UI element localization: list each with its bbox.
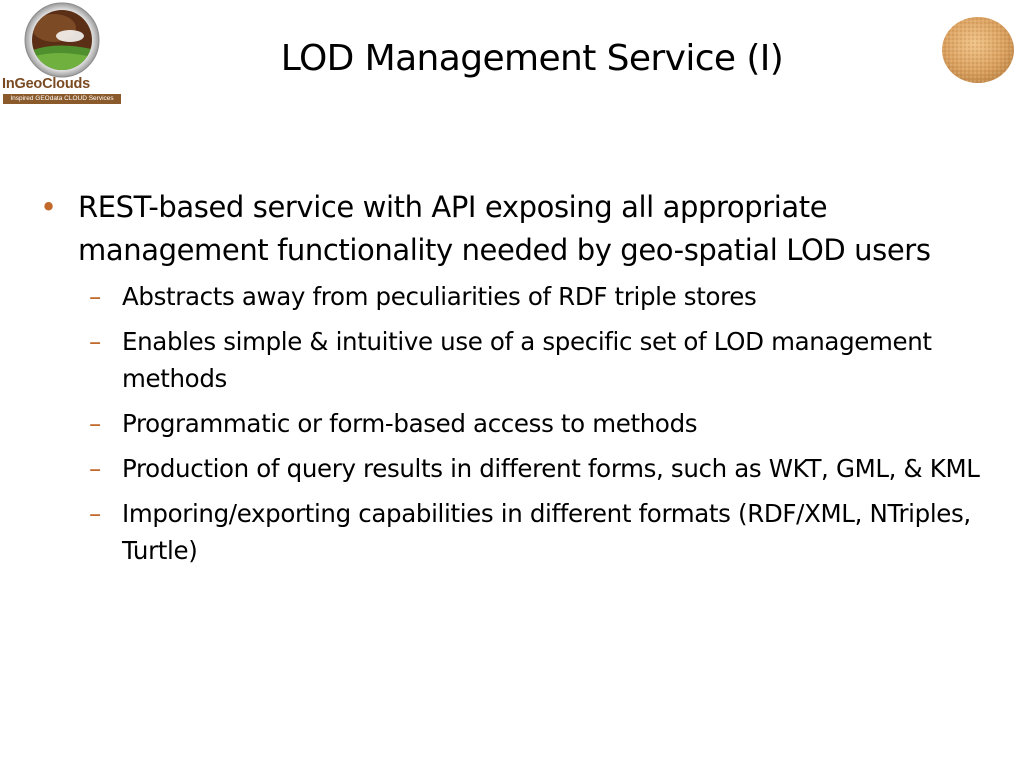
dash-marker: – [89,327,101,356]
dash-marker: – [89,454,101,483]
sub-bullet-item [89,495,980,569]
dash-marker: – [89,409,101,438]
sub-bullet-text: Imporing/exporting capabilities in different formats (RDF/XML, NTriples, Turtle) [122,499,971,565]
bullet-text: REST-based service with API exposing all appropriate management functionality needed by geo-spatial LOD users [78,190,931,267]
sub-bullet-text: Abstracts away from peculiarities of RDF triple stores [122,282,757,311]
logo-tagline: Inspired GEOdata CLOUD Services [3,94,121,104]
sub-bullet-item [89,323,980,397]
slide-title: LOD Management Service (I) [280,38,784,79]
globe-icon [24,2,100,78]
sub-bullet-item [89,405,980,442]
sub-bullet-text: Enables simple & intuitive use of a specific set of LOD management methods [122,327,932,393]
sub-bullet-item [89,278,980,315]
bullet-item [40,186,980,272]
ingeoclouds-logo [0,0,128,110]
dash-marker: – [89,499,101,528]
sub-bullet-list [89,278,980,569]
sand-texture-disc [940,14,1016,86]
sub-bullet-item [89,450,980,487]
bullet-list [40,186,980,577]
sub-bullet-text: Programmatic or form-based access to methods [122,409,698,438]
bullet-marker: • [40,190,57,224]
dash-marker: – [89,282,101,311]
sub-bullet-text: Production of query results in different forms, such as WKT, GML, & KML [122,454,980,483]
logo-name: InGeoClouds [2,76,91,92]
